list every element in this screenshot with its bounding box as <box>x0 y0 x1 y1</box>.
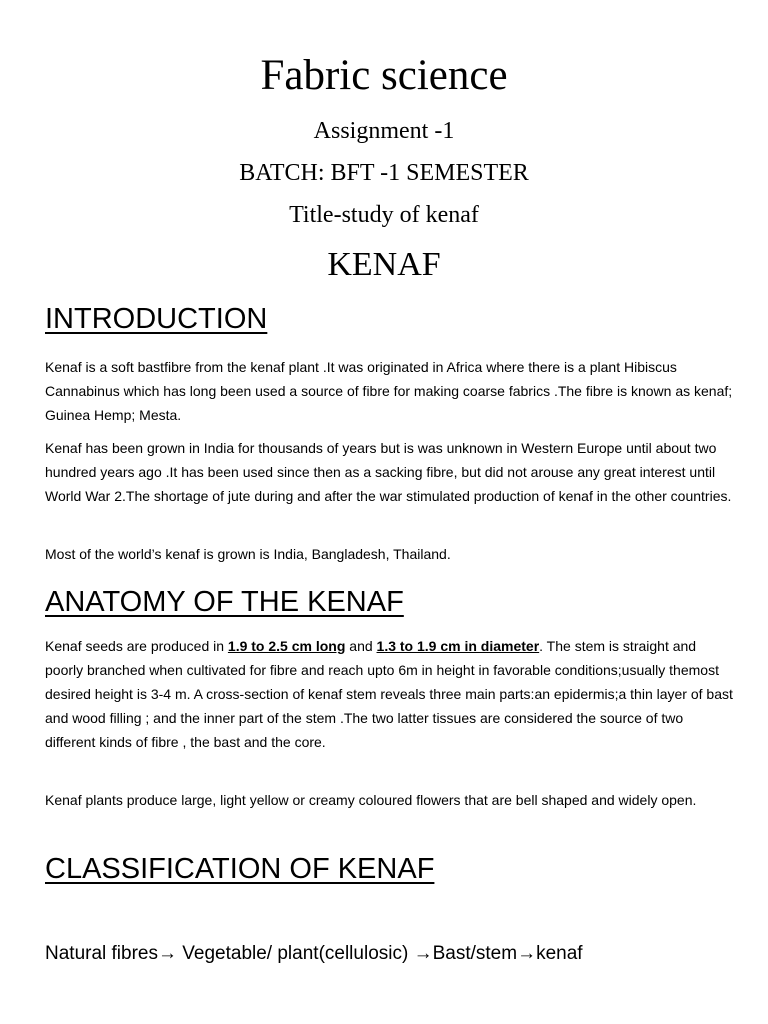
introduction-paragraph-1: Kenaf is a soft bastfibre from the kenaf plant .It was originated in Africa where there is a plant Hibiscus Cannabinus which has long been used a source of fibre for making coarse fabrics .The fibre is known as kenaf; Guinea Hemp; Mesta. <box>45 359 733 423</box>
batch-label: BATCH: BFT -1 SEMESTER <box>239 160 529 186</box>
document-title: Fabric science <box>260 52 508 99</box>
anatomy-text-rest: . The stem is straight and poorly branched when cultivated for fibre and reach upto 6m in height in favorable conditions;usually themost desired height is 3-4 m. A cross-section of kenaf stem reveals three main parts:an epidermis;a thin layer of bast and wood filling ; and the inner part of the stem .The two latter tissues are considered the source of two different kinds of fibre , the bast and the core. <box>45 638 733 750</box>
seed-diameter-value: 1.3 to 1.9 cm in diameter <box>376 638 540 654</box>
anatomy-text-and: and <box>345 638 377 654</box>
assignment-label: Assignment -1 <box>313 118 455 144</box>
classification-step-vegetable: Vegetable/ plant(cellulosic) <box>182 943 414 964</box>
topic-label: Title-study of kenaf <box>289 202 479 228</box>
introduction-heading: INTRODUCTION <box>45 303 268 335</box>
anatomy-text-start: Kenaf seeds are produced in <box>45 638 228 654</box>
classification-step-bast: Bast/stem <box>432 943 518 964</box>
introduction-paragraph-3: Most of the world’s kenaf is grown is India, Bangladesh, Thailand. <box>45 546 451 562</box>
seed-length-value: 1.9 to 2.5 cm long <box>227 638 346 654</box>
anatomy-paragraph-2: Kenaf plants produce large, light yellow or creamy coloured flowers that are bell shaped and widely open. <box>45 792 697 808</box>
anatomy-heading: ANATOMY OF THE KENAF <box>45 586 404 618</box>
subject-heading: KENAF <box>327 246 441 283</box>
classification-step-kenaf: kenaf <box>536 943 583 964</box>
classification-step-natural-fibres: Natural fibres <box>45 943 158 964</box>
classification-chain <box>45 940 583 968</box>
introduction-paragraph-2: Kenaf has been grown in India for thousands of years but is was unknown in Western Europe until about two hundred years ago .It has been used since then as a sacking fibre, but did not arouse any great interest until World War 2.The shortage of jute during and after the war stimulated production of kenaf in the other countries. <box>45 440 732 504</box>
arrow-icon: → <box>517 943 537 964</box>
classification-heading: CLASSIFICATION OF KENAF <box>45 853 435 885</box>
anatomy-paragraph-1 <box>45 634 735 754</box>
arrow-icon: → <box>413 943 433 964</box>
arrow-icon: → <box>158 943 177 964</box>
